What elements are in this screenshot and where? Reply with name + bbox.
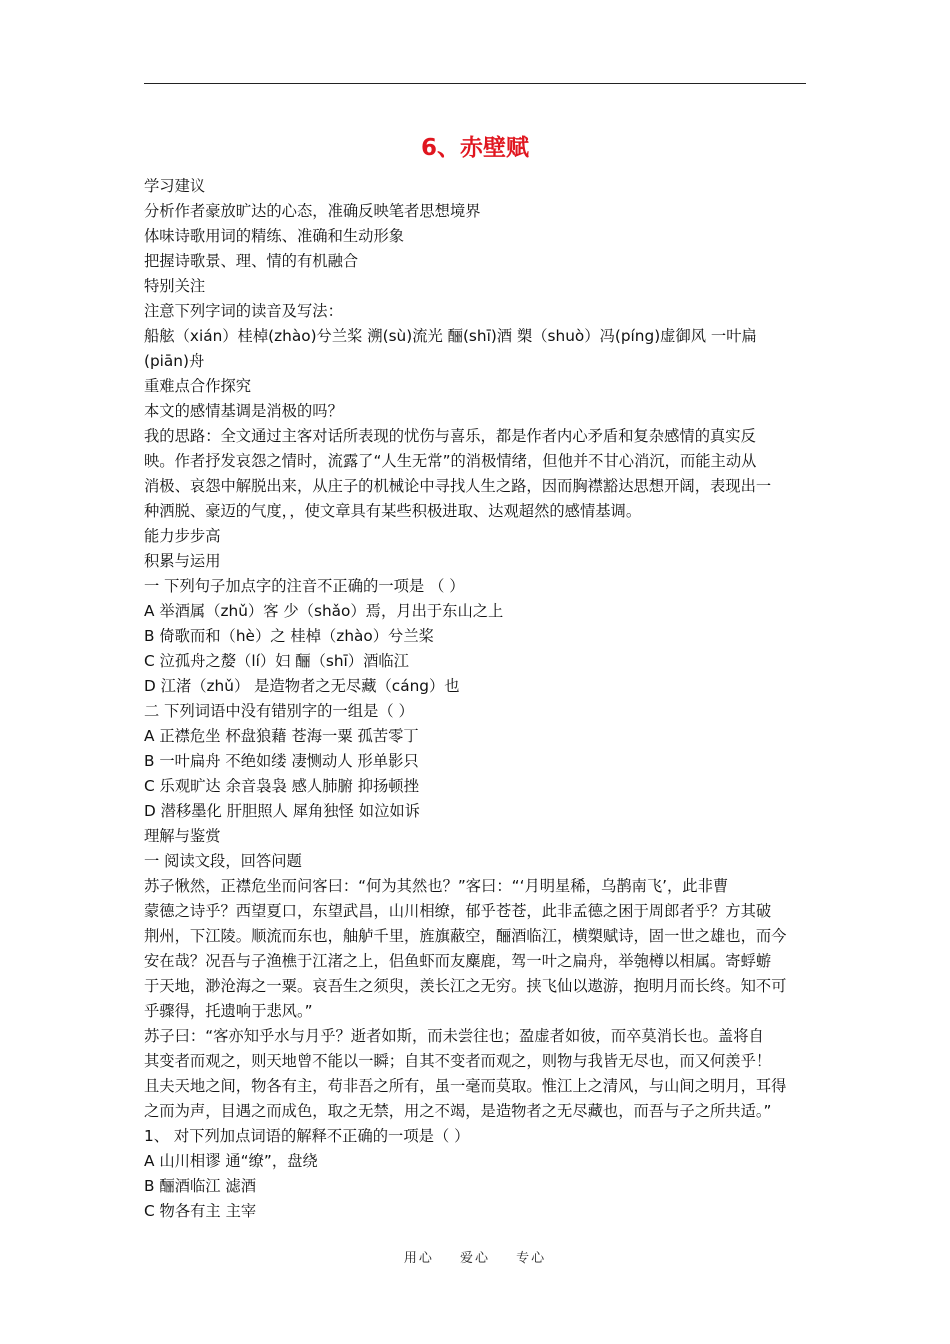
document-body bbox=[144, 174, 812, 1224]
text-line: 映。作者抒发哀怨之情时，流露了“人生无常”的消极情绪，但他并不甘心消沉，而能主动从 bbox=[144, 452, 757, 470]
text-line: 船舷（xián）桂棹(zhào)兮兰桨 溯(sù)流光 酾(shī)酒 槊（shuò）冯(píng)虚御风 一叶扁 bbox=[144, 327, 757, 345]
text-line: A 正襟危坐 杯盘狼藉 苍海一粟 孤苦零丁 bbox=[144, 727, 419, 745]
text-line: A 山川相谬 通“缭”，盘绕 bbox=[144, 1152, 318, 1170]
text-line: A 举酒属（zhǔ）客 少（shǎo）焉，月出于东山之上 bbox=[144, 602, 504, 620]
text-line: 安在哉？况吾与子渔樵于江渚之上，侣鱼虾而友麋鹿，驾一叶之扁舟，举匏樽以相属。寄蜉蝣 bbox=[144, 952, 772, 970]
text-line: 学习建议 bbox=[144, 177, 206, 195]
text-line: 特别关注 bbox=[144, 277, 206, 295]
text-line: C 物各有主 主宰 bbox=[144, 1202, 257, 1220]
text-line: (piān)舟 bbox=[144, 352, 205, 370]
text-line: 注意下列字词的读音及写法： bbox=[144, 302, 343, 320]
text-line: B 酾酒临江 滤酒 bbox=[144, 1177, 257, 1195]
page-footer bbox=[0, 1247, 950, 1266]
text-line: 二 下列词语中没有错别字的一组是（ ） bbox=[144, 702, 414, 720]
text-line: C 乐观旷达 余音袅袅 感人肺腑 抑扬顿挫 bbox=[144, 777, 419, 795]
text-line: 消极、哀怨中解脱出来，从庄子的机械论中寻找人生之路，因而胸襟豁达思想开阔，表现出一 bbox=[144, 477, 772, 495]
page-title: 6、赤壁赋 bbox=[420, 135, 529, 161]
header-rule bbox=[144, 83, 806, 84]
text-line: 其变者而观之，则天地曾不能以一瞬；自其不变者而观之，则物与我皆无尽也，而又何羡乎！ bbox=[144, 1052, 772, 1070]
text-line: 分析作者豪放旷达的心态，准确反映笔者思想境界 bbox=[144, 202, 481, 220]
text-line: B 倚歌而和（hè）之 桂棹（zhào）兮兰桨 bbox=[144, 627, 434, 645]
text-line: 苏子曰：“客亦知乎水与月乎？逝者如斯，而未尝往也；盈虚者如彼，而卒莫消长也。盖将自 bbox=[144, 1027, 764, 1045]
text-line: 一 阅读文段，回答问题 bbox=[144, 852, 302, 870]
text-line: 且夫天地之间，物各有主，苟非吾之所有，虽一毫而莫取。惟江上之清风，与山间之明月，耳得 bbox=[144, 1077, 787, 1095]
text-line: 理解与鉴赏 bbox=[144, 827, 221, 845]
text-line: 积累与运用 bbox=[144, 552, 221, 570]
text-line: 荆州，下江陵。顺流而东也，舳舻千里，旌旗蔽空，酾酒临江，横槊赋诗，固一世之雄也，而今 bbox=[144, 927, 787, 945]
text-line: 种洒脱、豪迈的气度，，使文章具有某些积极进取、达观超然的感情基调。 bbox=[144, 502, 642, 520]
text-line: 能力步步高 bbox=[144, 527, 221, 545]
footer-word: 用心 bbox=[403, 1251, 434, 1266]
text-line: 我的思路：全文通过主客对话所表现的忧伤与喜乐，都是作者内心矛盾和复杂感情的真实反 bbox=[144, 427, 756, 445]
text-line: B 一叶扁舟 不绝如缕 凄恻动人 形单影只 bbox=[144, 752, 419, 770]
text-line: 1、 对下列加点词语的解释不正确的一项是（ ） bbox=[144, 1127, 470, 1145]
text-line: 重难点合作探究 bbox=[144, 377, 252, 395]
text-line: 本文的感情基调是消极的吗？ bbox=[144, 402, 343, 420]
footer-word: 爱心 bbox=[459, 1251, 490, 1266]
text-line: D 江渚（zhǔ） 是造物者之无尽藏（cáng）也 bbox=[144, 677, 460, 695]
footer-word: 专心 bbox=[516, 1251, 547, 1266]
text-line: 苏子愀然，正襟危坐而问客曰：“何为其然也？”客曰：“‘月明星稀，乌鹊南飞’，此非曹 bbox=[144, 877, 729, 895]
text-line: C 泣孤舟之嫠（lí）妇 酾（shī）酒临江 bbox=[144, 652, 409, 670]
text-line: 把握诗歌景、理、情的有机融合 bbox=[144, 252, 359, 270]
text-line: 一 下列句子加点字的注音不正确的一项是 （ ） bbox=[144, 577, 465, 595]
text-line: 之而为声，目遇之而成色，取之无禁，用之不竭，是造物者之无尽藏也，而吾与子之所共适。” bbox=[144, 1102, 772, 1120]
text-line: D 潜移墨化 肝胆照人 犀角独怪 如泣如诉 bbox=[144, 802, 420, 820]
text-line: 乎骤得，托遗响于悲风。” bbox=[144, 1002, 313, 1020]
text-line: 于天地，渺沧海之一粟。哀吾生之须臾，羡长江之无穷。挟飞仙以遨游，抱明月而长终。知不可 bbox=[144, 977, 787, 995]
text-line: 蒙德之诗乎？西望夏口，东望武昌，山川相缭，郁乎苍苍，此非孟德之困于周郎者乎？方其破 bbox=[144, 902, 772, 920]
text-line: 体味诗歌用词的精练、准确和生动形象 bbox=[144, 227, 405, 245]
